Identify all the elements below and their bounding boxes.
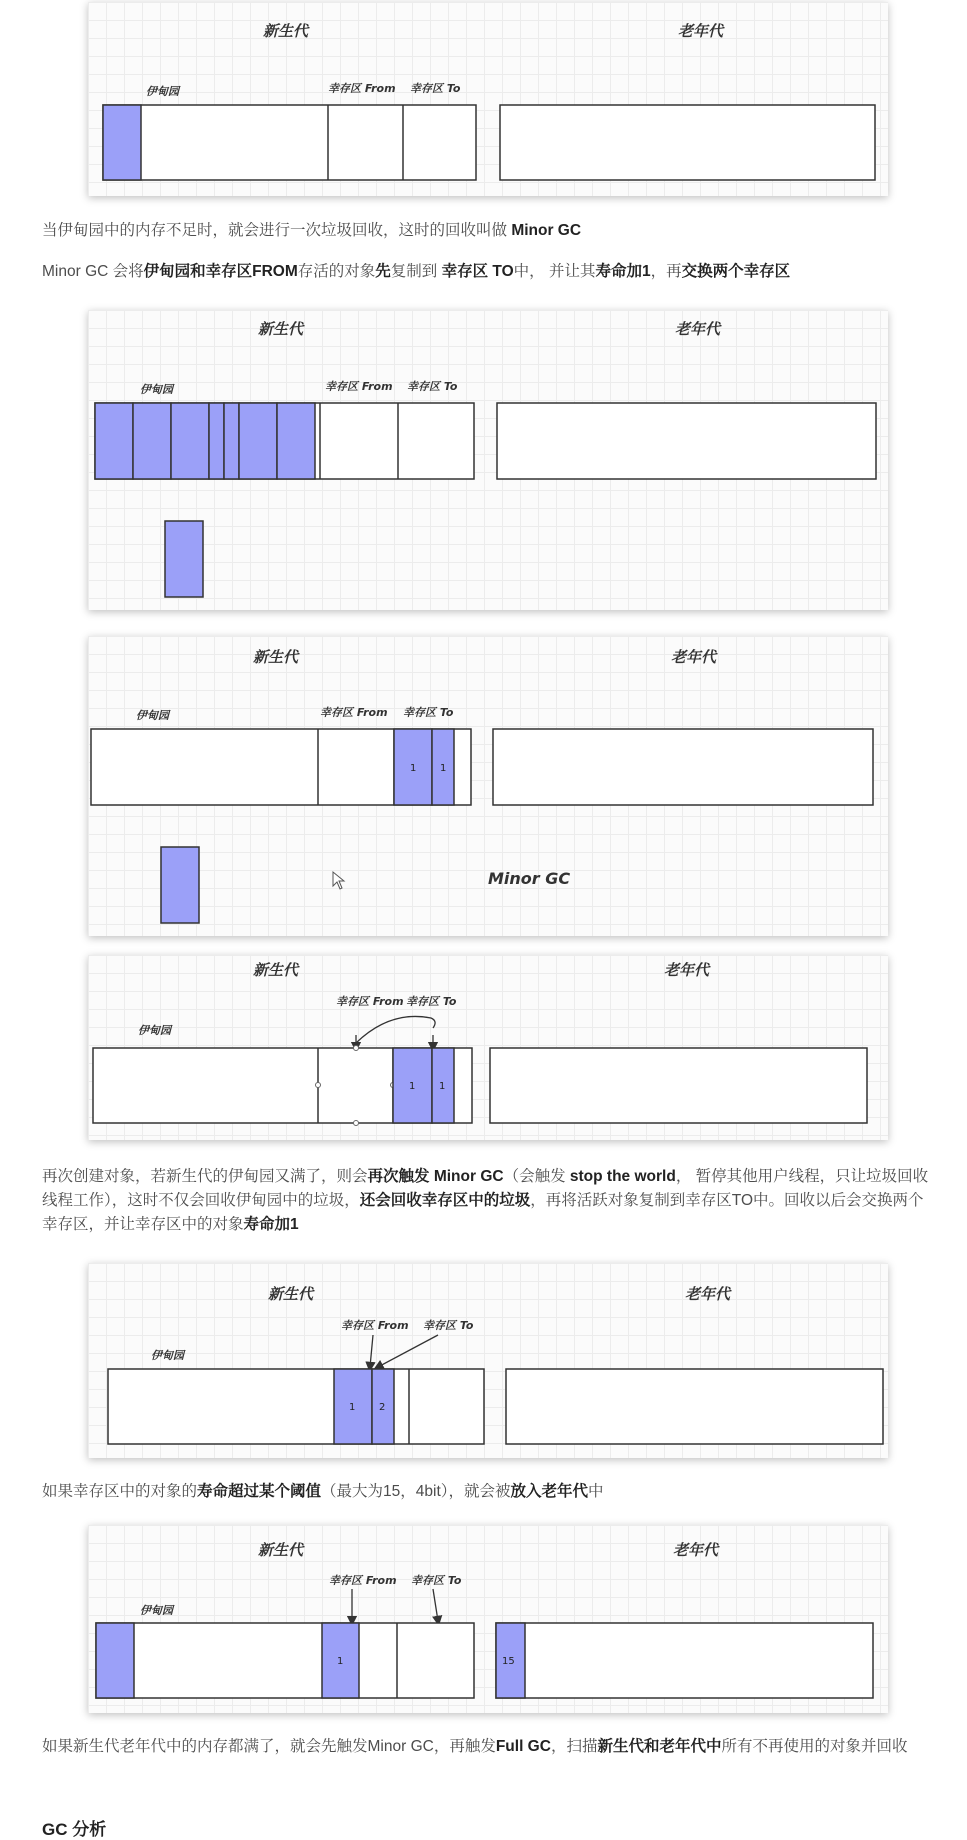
young-gen-box <box>103 105 476 180</box>
eden-object <box>224 403 239 479</box>
bold-text: 寿命加1 <box>595 263 651 280</box>
bold-text: 新生代和老年代中 <box>597 1738 722 1755</box>
object-age: 1 <box>439 1081 446 1092</box>
paragraph-minor-gc-process <box>42 260 932 284</box>
eden-object <box>209 403 224 479</box>
young-gen-heading: 新生代 <box>258 1541 304 1559</box>
old-gen-box <box>490 1048 867 1123</box>
old-gen-box <box>497 403 876 479</box>
text: ， 暂停其他用户线程，只让垃圾回收线程工作），这时不仅会回收伊甸园中的垃圾， <box>42 1168 929 1209</box>
survivor-from-label: 幸存区 From <box>329 1574 397 1587</box>
survivor-to-label: 幸存区 To <box>407 380 458 393</box>
eden-label: 伊甸园 <box>138 1024 171 1037</box>
young-gen-heading: 新生代 <box>253 648 299 666</box>
diagram-age-increment <box>88 1263 888 1458</box>
text: 当伊甸园中的内存不足时，就会进行一次垃圾回收，这时的回收叫做 <box>42 222 512 239</box>
young-gen-box <box>108 1369 484 1444</box>
paragraph-age-threshold <box>42 1480 932 1504</box>
survivor-from-label: 幸存区 From <box>341 1319 409 1332</box>
text: （会触发 <box>503 1168 570 1185</box>
paragraph-full-gc <box>42 1735 932 1759</box>
diagram-6-svg <box>88 1525 888 1713</box>
handle <box>354 1121 359 1126</box>
bold-text: 伊甸园和幸存区FROM <box>143 263 298 280</box>
mouse-cursor-icon <box>333 872 344 889</box>
text: Minor GC 会将 <box>42 263 144 280</box>
survivor-to-label: 幸存区 To <box>411 1574 462 1587</box>
bold-text: 交换两个幸存区 <box>681 263 791 280</box>
young-gen-heading: 新生代 <box>253 961 299 979</box>
bold-text: Minor GC <box>511 222 582 239</box>
object-age: 1 <box>337 1656 344 1667</box>
young-gen-box <box>96 1623 474 1698</box>
text: 存活的对象 <box>297 263 376 280</box>
survivor-to-label: 幸存区 To <box>403 706 454 719</box>
eden-label: 伊甸园 <box>146 85 179 98</box>
bold-text: 寿命超过某个阈值 <box>197 1483 322 1500</box>
object-age: 2 <box>379 1402 386 1413</box>
new-object <box>165 521 203 597</box>
diagram-1-svg <box>88 2 888 196</box>
eden-label: 伊甸园 <box>140 383 173 396</box>
eden-label: 伊甸园 <box>151 1349 184 1362</box>
diagram-3-svg <box>88 636 888 936</box>
old-gen-heading: 老年代 <box>664 961 710 979</box>
diagram-promotion-old-gen <box>88 1525 888 1713</box>
text: 如果新生代老年代中的内存都满了，就会先触发Minor GC，再触发 <box>42 1738 496 1755</box>
text: ，再 <box>650 263 682 280</box>
swap-curve <box>356 1016 435 1043</box>
minor-gc-caption: Minor GC <box>488 869 571 888</box>
diagram-2-svg <box>88 310 888 610</box>
old-gen-heading: 老年代 <box>673 1541 719 1559</box>
eden-label: 伊甸园 <box>140 1604 173 1617</box>
section-heading-gc-analysis: GC 分析 <box>42 1820 107 1839</box>
survivor-from-label: 幸存区 From <box>328 82 396 95</box>
eden-label: 伊甸园 <box>136 709 169 722</box>
diagram-initial-allocation <box>88 2 888 196</box>
eden-object <box>95 403 133 479</box>
text: 再次创建对象，若新生代的伊甸园又满了，则会 <box>42 1168 368 1185</box>
text: ，扫描 <box>550 1738 598 1755</box>
bold-text: 再次触发 Minor GC <box>367 1168 504 1185</box>
eden-object <box>239 403 277 479</box>
survivor-from-label: 幸存区 From <box>325 380 393 393</box>
arrow-to <box>433 1589 438 1621</box>
diagram-swap-survivors <box>88 955 888 1140</box>
survivor-to-label: 幸存区 To <box>406 995 457 1008</box>
text: 所有不再使用的对象并回收 <box>721 1738 908 1755</box>
new-object <box>161 847 199 923</box>
paragraph-repeat-minor-gc <box>42 1165 932 1237</box>
bold-text: stop the world <box>569 1168 676 1185</box>
arrow-to <box>378 1335 438 1367</box>
object-age: 1 <box>409 1081 416 1092</box>
object-age: 15 <box>502 1656 515 1667</box>
old-gen-box <box>506 1369 883 1444</box>
handle <box>354 1046 359 1051</box>
old-gen-box <box>493 729 873 805</box>
text: 复制到 <box>390 263 442 280</box>
eden-object <box>103 105 141 180</box>
young-gen-heading: 新生代 <box>263 22 309 40</box>
text: 如果幸存区中的对象的 <box>42 1483 198 1500</box>
eden-object <box>96 1623 134 1698</box>
old-gen-heading: 老年代 <box>675 320 721 338</box>
handle <box>316 1083 321 1088</box>
survivor-to-label: 幸存区 To <box>423 1319 474 1332</box>
young-gen-heading: 新生代 <box>268 1285 314 1303</box>
arrow-from <box>370 1335 373 1367</box>
old-gen-heading: 老年代 <box>685 1285 731 1303</box>
diagram-eden-full <box>88 310 888 610</box>
eden-object <box>133 403 171 479</box>
object-age: 1 <box>349 1402 356 1413</box>
eden-object <box>277 403 315 479</box>
old-gen-heading: 老年代 <box>678 22 724 40</box>
bold-text: 还会回收幸存区中的垃圾 <box>359 1192 531 1209</box>
text: ，再将活跃对象复制到幸存区TO中。回收以后会交换两个幸存区，并让幸存区中的对象 <box>42 1192 924 1233</box>
object-age: 1 <box>440 763 447 774</box>
survivor-to-label: 幸存区 To <box>410 82 461 95</box>
survivor-from-label: 幸存区 From <box>320 706 388 719</box>
bold-text: 先 <box>375 263 391 280</box>
bold-text: 放入老年代 <box>510 1483 589 1500</box>
young-gen-heading: 新生代 <box>258 320 304 338</box>
bold-text: 幸存区 TO <box>441 263 514 280</box>
text: （最大为15，4bit），就会被 <box>321 1483 511 1500</box>
text: 中， 并让其 <box>513 263 596 280</box>
object-age: 1 <box>410 763 417 774</box>
diagram-5-svg <box>88 1263 888 1458</box>
diagram-minor-gc <box>88 636 888 936</box>
old-gen-heading: 老年代 <box>671 648 717 666</box>
diagram-4-svg <box>88 955 888 1140</box>
eden-object <box>171 403 209 479</box>
survivor-from-label: 幸存区 From <box>336 995 404 1008</box>
old-gen-box <box>500 105 875 180</box>
text: 中 <box>588 1483 604 1500</box>
paragraph-minor-gc-intro <box>42 219 932 243</box>
bold-text: Full GC <box>495 1738 551 1755</box>
bold-text: 寿命加1 <box>243 1216 299 1233</box>
old-gen-box <box>496 1623 873 1698</box>
